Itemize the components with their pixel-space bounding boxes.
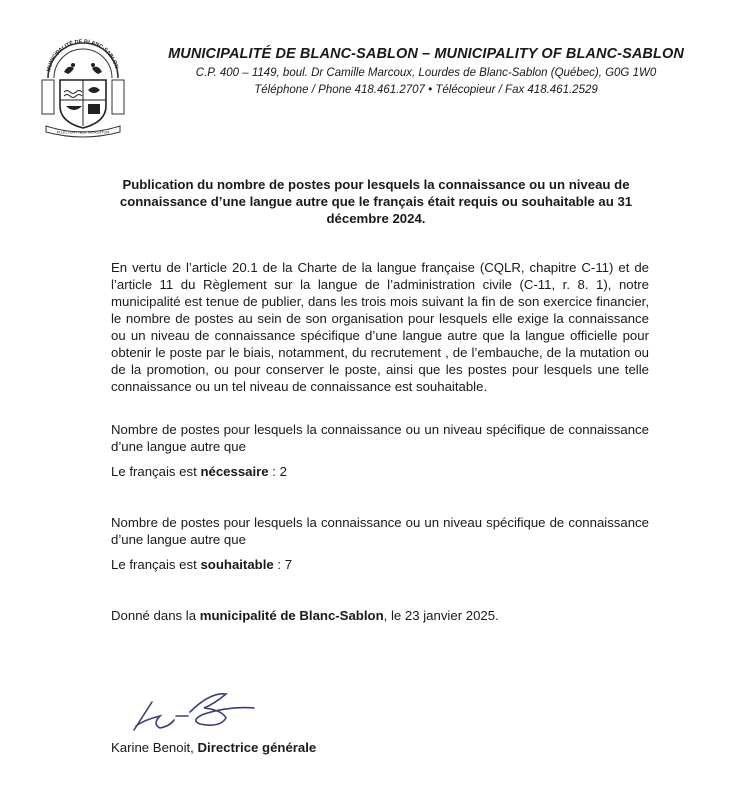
- required-keyword: nécessaire: [200, 464, 269, 479]
- desired-keyword: souhaitable: [200, 557, 274, 572]
- publication-title: Publication du nombre de postes pour lesquels la connaissance ou un niveau de connaissance d’une langue autre que le français était requis ou souhaitable au 31 décembre 2024.: [119, 177, 633, 226]
- logo-motto: FLUCTUAT NEC MERGITUR: [56, 129, 110, 135]
- svg-text:MUNICIPALITÉ DE BLANC-SABLON: [46, 39, 119, 73]
- given-prefix: Donné dans la: [111, 608, 200, 623]
- handwritten-signature: [130, 686, 260, 734]
- intro-paragraph: En vertu de l’article 20.1 de la Charte de la langue française (CQLR, chapitre C-11) et de l’article 11 du Règlement sur la langue de l’administration civile (C-11, r. 8. 1), notre municipalité est tenue de publier, dans les trois mois suivant la fin de son exercice financier, le nombre de postes au sein de son organisation pour lesquels elle exige la connaissance ou un niveau de connaissance spécifique d’une langue autre que la langue officielle pour obtenir le poste par le biais, notamment, du recrutement , de l’embauche, de la mutation ou de la promotion, ou pour conserver le poste, ainsi que les postes pour lesquels une telle connaissance ou un tel niveau de connaissance est souhaitable.: [111, 260, 649, 394]
- given-line: [111, 607, 649, 624]
- municipality-title: MUNICIPALITÉ DE BLANC-SABLON – MUNICIPALITY OF BLANC-SABLON: [168, 46, 684, 62]
- letterhead: [40, 38, 720, 138]
- signatory: [111, 740, 316, 755]
- desired-count: : 7: [273, 557, 293, 572]
- desired-line: [111, 556, 649, 573]
- required-prefix: Le français est: [111, 464, 201, 479]
- given-date: , le 23 janvier 2025.: [383, 608, 499, 623]
- desired-lead: Nombre de postes pour lesquels la connaissance ou un niveau spécifique de connaissance d’une langue autre que: [111, 515, 649, 547]
- required-line: [111, 463, 649, 480]
- desired-prefix: Le français est: [111, 557, 201, 572]
- coat-of-arms-icon: [40, 38, 126, 138]
- required-count: : 2: [268, 464, 287, 479]
- given-place: municipalité de Blanc-Sablon: [199, 608, 384, 623]
- letterhead-text: [136, 46, 716, 96]
- signatory-role: Directrice générale: [197, 740, 317, 755]
- municipality-address: C.P. 400 – 1149, boul. Dr Camille Marcoux, Lourdes de Blanc-Sablon (Québec), G0G 1W0: [195, 67, 657, 79]
- signatory-name: Karine Benoit,: [111, 740, 198, 755]
- logo-ribbon-text: MUNICIPALITÉ DE BLANC-SABLON: [46, 38, 120, 73]
- required-lead: Nombre de postes pour lesquels la connaissance ou un niveau spécifique de connaissance d’une langue autre que: [111, 422, 649, 454]
- municipality-phone: Téléphone / Phone 418.461.2707 • Télécopieur / Fax 418.461.2529: [254, 84, 598, 96]
